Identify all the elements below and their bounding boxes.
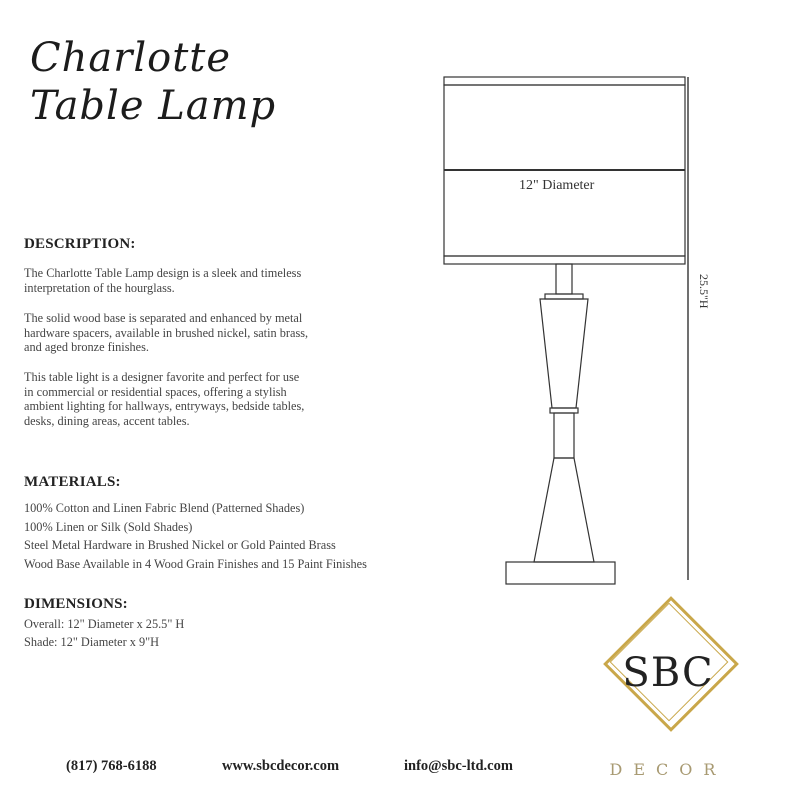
product-title-line-1: Charlotte (30, 35, 232, 81)
lamp-neck (556, 264, 572, 294)
height-label: 25.5"H (697, 274, 711, 309)
shade-top-band (444, 77, 685, 85)
materials-heading: MATERIALS: (24, 474, 121, 490)
lower-body (534, 458, 594, 562)
dimensions-shade: Shade: 12" Diameter x 9"H (24, 635, 160, 649)
footer-phone: (817) 768-6188 (66, 758, 157, 774)
upper-spacer (545, 294, 583, 299)
materials-item: Steel Metal Hardware in Brushed Nickel or Gold Painted Brass (24, 538, 336, 552)
description-paragraph-1: The Charlotte Table Lamp design is a sleek and timeless interpretation of the hourglass. (24, 266, 302, 295)
dimensions-overall: Overall: 12" Diameter x 25.5" H (24, 617, 185, 631)
logo-sub-text: DECOR (609, 760, 727, 779)
shade-bottom-band (444, 256, 685, 264)
footer-website-link[interactable]: www.sbcdecor.com (222, 758, 340, 774)
middle-column (554, 413, 574, 458)
middle-spacer (550, 408, 578, 413)
description-paragraph-2: The solid wood base is separated and enhanced by metal hardware spacers, available in brushed nickel, satin brass, and aged bronze finishes. (24, 311, 309, 354)
materials-item: 100% Cotton and Linen Fabric Blend (Patterned Shades) (24, 501, 305, 515)
footer-email-link[interactable]: info@sbc-ltd.com (404, 758, 513, 774)
description-heading: DESCRIPTION: (24, 236, 136, 252)
lamp-base (506, 562, 615, 584)
dimensions-heading: DIMENSIONS: (24, 596, 128, 612)
materials-item: Wood Base Available in 4 Wood Grain Finishes and 15 Paint Finishes (24, 556, 367, 571)
materials-item: 100% Linen or Silk (Sold Shades) (24, 519, 193, 534)
product-title-line-2: Table Lamp (30, 83, 277, 129)
sbc-decor-logo (583, 600, 753, 790)
logo-mark-text: SBC (622, 650, 714, 696)
diameter-label: 12" Diameter (519, 178, 595, 193)
description-paragraph-3: This table light is a designer favorite and perfect for use in commercial or residential spaces, offering a stylish ambient lighting for hallways, entryways, bedside tables, desks, dining areas, accent tables. (24, 370, 305, 428)
upper-body (540, 299, 588, 408)
